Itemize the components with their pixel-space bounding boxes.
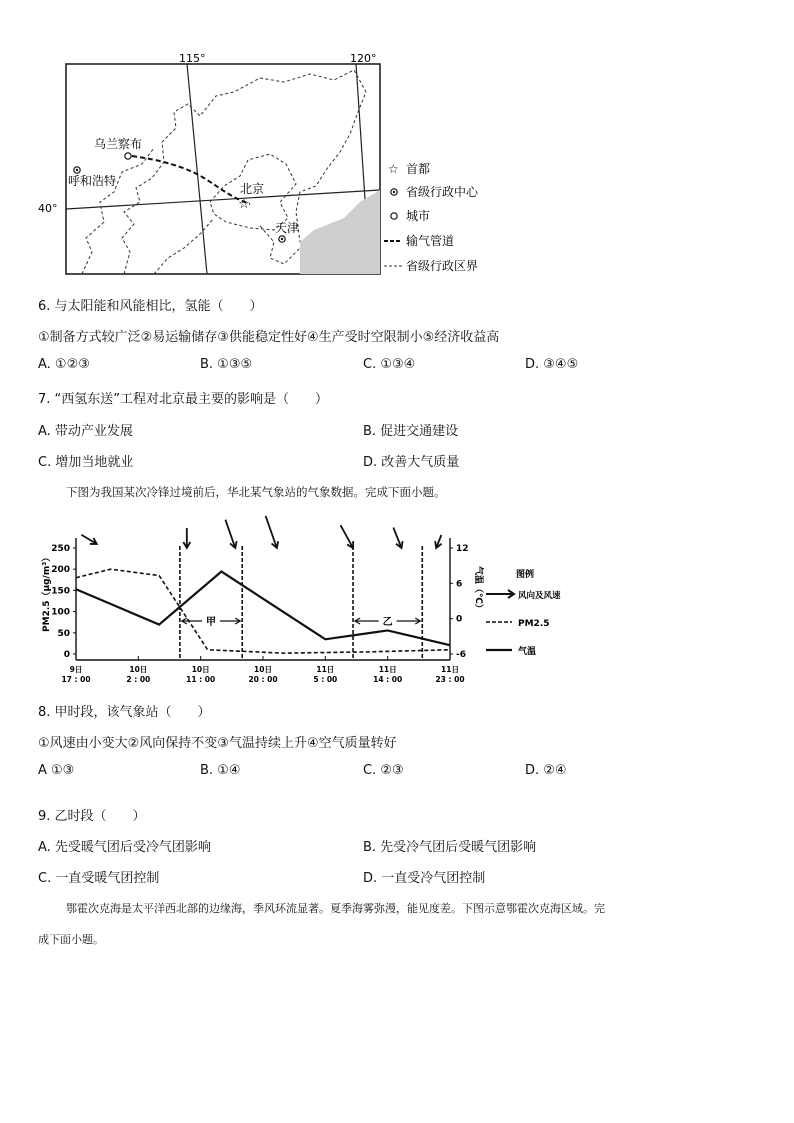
- wulanchabu-city-marker: [125, 153, 131, 159]
- wulanchabu-label: 乌兰察布: [94, 137, 143, 151]
- lat-40-label: 40°: [38, 202, 58, 215]
- q7-stem: 7. “西氢东送”工程对北京最主要的影响是（ ）: [38, 392, 329, 407]
- x-tick-time-label: 17 : 00: [61, 675, 91, 684]
- y-right-tick-label: -6: [456, 650, 466, 660]
- intro-okhotsk-line1: 鄂霍次克海是太平洋西北部的边缘海，季风环流显著。夏季海雾弥漫，能见度差。下图示意鄂霍次克海区域。完: [66, 902, 605, 915]
- x-tick-day-label: 9日: [69, 665, 83, 674]
- q8-option-b[interactable]: B. ①④: [200, 763, 241, 778]
- x-tick-time-label: 2 : 00: [126, 675, 151, 684]
- chart-legend: [486, 568, 561, 657]
- x-tick-day-label: 11日: [316, 665, 335, 674]
- beijing-label: 北京: [240, 182, 265, 196]
- x-tick-day-label: 11日: [378, 665, 397, 674]
- period-label: 甲: [206, 617, 217, 628]
- q9-option-c[interactable]: C. 一直受暖气团控制: [38, 871, 160, 886]
- y-left-tick-label: 200: [51, 565, 70, 576]
- q7-option-d[interactable]: D. 改善大气质量: [363, 455, 460, 470]
- legend-pm25-label: PM2.5: [518, 619, 550, 629]
- legend-star-icon: ☆: [388, 162, 399, 176]
- lon-120-label: 120°: [350, 52, 377, 65]
- y-axis-right-label: 气温（℃）: [473, 566, 483, 613]
- q8-items: ①风速由小变大②风向保持不变③气温持续上升④空气质量转好: [38, 736, 397, 751]
- q6-stem: 6. 与太阳能和风能相比，氢能（ ）: [38, 299, 263, 314]
- lon-115-label: 115°: [179, 52, 206, 65]
- q8-option-c[interactable]: C. ②③: [363, 763, 404, 778]
- q9-stem: 9. 乙时段（ ）: [38, 809, 146, 824]
- legend-boundary-label: 省级行政区界: [406, 259, 479, 273]
- q8-option-a[interactable]: A ①③: [38, 763, 75, 778]
- legend-wind-label: 风向及风速: [518, 591, 561, 601]
- map-legend: [384, 161, 479, 273]
- x-tick-day-label: 10日: [254, 665, 272, 674]
- x-tick-time-label: 11 : 00: [186, 675, 216, 684]
- q6-option-a[interactable]: A. ①②③: [38, 357, 90, 372]
- tianjin-label: 天津: [275, 221, 300, 235]
- x-tick-time-label: 23 : 00: [435, 675, 465, 684]
- tianjin-marker-dot: [281, 238, 283, 240]
- q6-items: ①制备方式较广泛②易运输储存③供能稳定性好④生产受时空限制小⑤经济收益高: [38, 330, 500, 345]
- q7-option-a[interactable]: A. 带动产业发展: [38, 424, 133, 439]
- legend-pipeline-label: 输气管道: [406, 234, 455, 248]
- map-svg: [38, 52, 504, 282]
- x-tick-day-label: 10日: [129, 665, 148, 674]
- q6-option-d[interactable]: D. ③④⑤: [525, 357, 579, 372]
- q6-option-c[interactable]: C. ①③④: [363, 357, 416, 372]
- pm25-series-line: [76, 569, 450, 653]
- q6-option-b[interactable]: B. ①③⑤: [200, 357, 253, 372]
- map-figure: [38, 52, 504, 282]
- bohai-sea: [300, 190, 380, 274]
- weather-chart-svg: [38, 514, 578, 692]
- y-axis-left-label: PM2.5（μg/m³）: [42, 552, 52, 632]
- capital-star-icon: ☆: [238, 197, 250, 212]
- temperature-series-line: [76, 572, 450, 646]
- legend-city-marker: [391, 213, 397, 219]
- wind-arrow-shaft: [341, 525, 354, 548]
- y-right-tick-label: 12: [456, 544, 469, 554]
- x-tick-time-label: 5 : 00: [313, 675, 338, 684]
- q7-option-b[interactable]: B. 促进交通建设: [363, 424, 459, 439]
- y-right-tick-label: 0: [456, 614, 463, 625]
- hohhot-label: 呼和浩特: [68, 174, 117, 188]
- wind-arrow-shaft: [266, 516, 277, 548]
- q9-option-d[interactable]: D. 一直受冷气团控制: [363, 871, 486, 886]
- legend-capital-label: 首都: [406, 162, 431, 176]
- meridian-115: [187, 64, 207, 274]
- q9-option-a[interactable]: A. 先受暖气团后受冷气团影响: [38, 840, 211, 855]
- x-tick-day-label: 11日: [441, 665, 459, 674]
- y-left-tick-label: 0: [63, 650, 70, 660]
- legend-city-label: 城市: [406, 209, 431, 223]
- chart-legend-title: 图例: [516, 570, 535, 580]
- q7-option-c[interactable]: C. 增加当地就业: [38, 455, 134, 470]
- legend-provincial-center-label: 省级行政中心: [406, 185, 479, 199]
- legend-center-dot: [393, 191, 395, 193]
- q8-stem: 8. 甲时段，该气象站（ ）: [38, 705, 211, 720]
- y-right-tick-label: 6: [456, 579, 463, 590]
- y-left-tick-label: 50: [57, 628, 70, 639]
- q9-option-b[interactable]: B. 先受冷气团后受暖气团影响: [363, 840, 537, 855]
- intro-okhotsk-line2: 成下面小题。: [38, 933, 104, 946]
- weather-chart: [38, 514, 578, 692]
- y-left-tick-label: 100: [51, 607, 70, 618]
- x-tick-time-label: 14 : 00: [373, 675, 403, 684]
- intro-weather-station: 下图为我国某次冷锋过境前后，华北某气象站的气象数据。完成下面小题。: [66, 485, 446, 499]
- q8-option-d[interactable]: D. ②④: [525, 763, 567, 778]
- legend-temperature-label: 气温: [518, 647, 537, 657]
- x-tick-time-label: 20 : 00: [248, 675, 278, 684]
- y-left-tick-label: 150: [51, 586, 70, 597]
- y-left-tick-label: 250: [51, 544, 70, 554]
- x-tick-day-label: 10日: [191, 665, 210, 674]
- hohhot-marker-dot: [76, 169, 78, 171]
- period-label: 乙: [382, 617, 393, 628]
